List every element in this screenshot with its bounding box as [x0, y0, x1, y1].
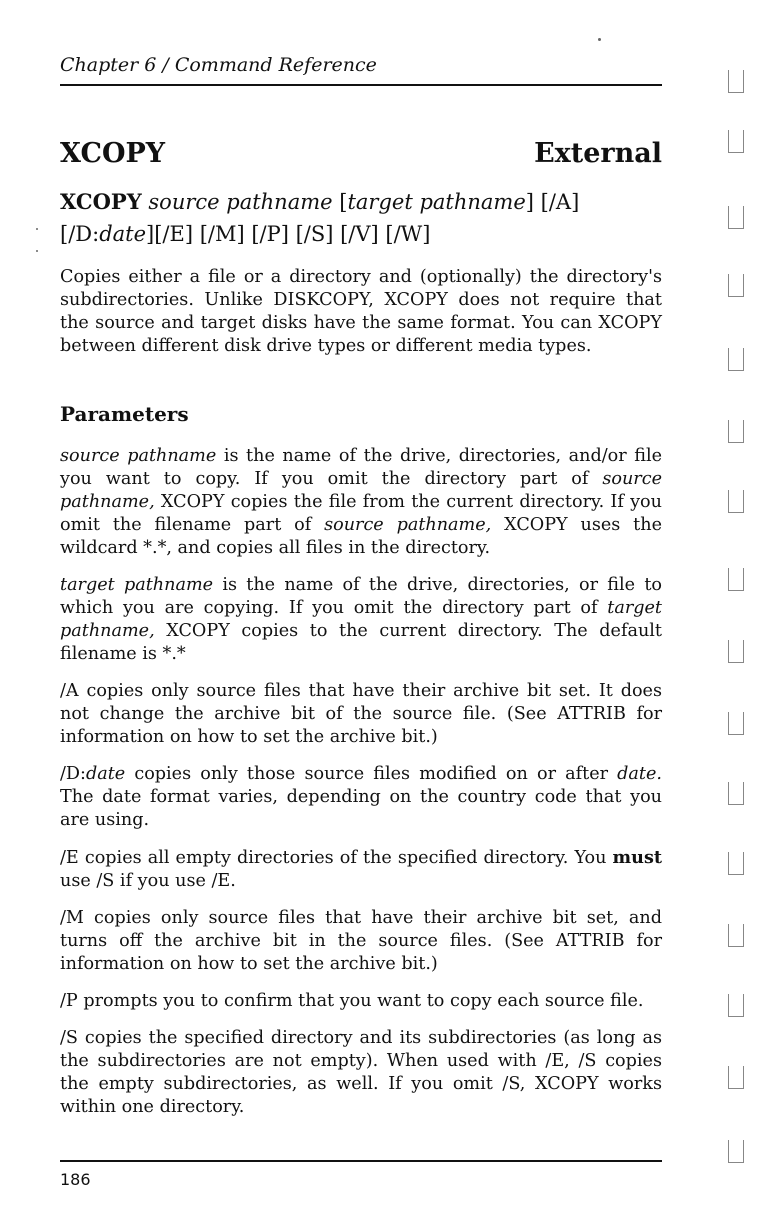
- param-italic: source pathname,: [324, 515, 492, 535]
- binding-hole-mark: [728, 994, 744, 1017]
- param-text: is the name of the drive, directories, or file to which you are copying. If you omit the directory part of: [60, 575, 662, 618]
- param-text: XCOPY copies the file from the current directory. If you omit the filename part of: [60, 492, 662, 535]
- binding-hole-mark: [728, 206, 744, 229]
- param-italic: source pathname,: [60, 469, 662, 512]
- param-italic: target pathname,: [60, 598, 662, 641]
- command-name: XCOPY: [60, 138, 166, 169]
- binding-hole-mark: [728, 712, 744, 735]
- param-text: /E copies all empty directories of the specified directory. You: [60, 848, 613, 868]
- syntax-option-a: [/A]: [540, 190, 580, 214]
- command-syntax: [60, 186, 662, 250]
- binding-margin: [720, 0, 760, 1220]
- scan-speck: [36, 228, 38, 230]
- param-term: source pathname: [60, 446, 217, 466]
- param-text: is the name of the drive, directories, and/or file you want to copy. If you omit the directory part of: [60, 446, 662, 489]
- param-text: /D:: [60, 764, 86, 784]
- footer-rule: [60, 1160, 662, 1162]
- command-type: External: [534, 138, 662, 169]
- scan-speck: [36, 250, 38, 252]
- param-text: XCOPY copies to the current directory. The default filename is *.*: [60, 621, 662, 664]
- binding-hole-mark: [728, 274, 744, 297]
- param-italic: date.: [617, 764, 662, 784]
- param-text: copies only those source files modified on or after: [125, 764, 618, 784]
- syntax-command: XCOPY: [60, 189, 142, 214]
- binding-hole-mark: [728, 348, 744, 371]
- param-e: [60, 846, 662, 893]
- binding-hole-mark: [728, 70, 744, 93]
- intro-section: [60, 266, 662, 372]
- binding-hole-mark: [728, 568, 744, 591]
- parameters-list: [60, 445, 662, 1133]
- param-a: /A copies only source files that have their archive bit set. It does not change the archive bit of the source file. (See ATTRIB for information on how to set the archive bit.): [60, 681, 662, 747]
- syntax-target-close: ]: [525, 190, 534, 214]
- param-source-pathname: [60, 445, 662, 560]
- page-number: 186: [60, 1170, 91, 1189]
- param-text: XCOPY uses the wildcard *.*, and copies all files in the directory.: [60, 515, 662, 558]
- binding-hole-mark: [728, 924, 744, 947]
- syntax-target-open: [: [339, 190, 348, 214]
- param-s: /S copies the specified directory and its subdirectories (as long as the subdirectories are not empty). When used with /E, /S copies the empty subdirectories, as well. If you omit /S, XCOPY works within one directory.: [60, 1028, 662, 1117]
- binding-hole-mark: [728, 640, 744, 663]
- binding-hole-mark: [728, 420, 744, 443]
- binding-hole-mark: [728, 852, 744, 875]
- param-target-pathname: [60, 574, 662, 666]
- param-term: date: [85, 764, 126, 784]
- binding-hole-mark: [728, 1066, 744, 1089]
- param-m: /M copies only source files that have their archive bit set, and turns off the archive bit in the source files. (See ATTRIB for information on how to set the archive bit.): [60, 908, 662, 974]
- param-term: target pathname: [60, 575, 214, 595]
- syntax-source: source pathname: [148, 190, 333, 214]
- syntax-target: target pathname: [347, 190, 526, 214]
- syntax-options-rest: ][/E] [/M] [/P] [/S] [/V] [/W]: [146, 222, 431, 246]
- scan-speck: [598, 38, 601, 41]
- intro-paragraph: Copies either a file or a directory and (optionally) the directory's subdirectories. Unlike DISKCOPY, XCOPY does not require that the source and target disks have the same format. You can XCOPY between different disk drive types or different media types.: [60, 267, 662, 356]
- param-d: [60, 763, 662, 832]
- param-text: use /S if you use /E.: [60, 871, 236, 891]
- binding-hole-mark: [728, 130, 744, 153]
- param-bold: must: [612, 847, 662, 868]
- binding-hole-mark: [728, 1140, 744, 1163]
- binding-hole-mark: [728, 490, 744, 513]
- syntax-option-d-arg: date: [99, 222, 147, 246]
- binding-hole-mark: [728, 782, 744, 805]
- syntax-option-d-prefix: [/D:: [60, 222, 100, 246]
- running-head: Chapter 6 / Command Reference: [60, 54, 662, 86]
- param-p: /P prompts you to confirm that you want to copy each source file.: [60, 991, 644, 1011]
- param-text: The date format varies, depending on the country code that you are using.: [60, 787, 662, 830]
- command-title-row: [60, 138, 662, 169]
- parameters-heading: Parameters: [60, 402, 189, 426]
